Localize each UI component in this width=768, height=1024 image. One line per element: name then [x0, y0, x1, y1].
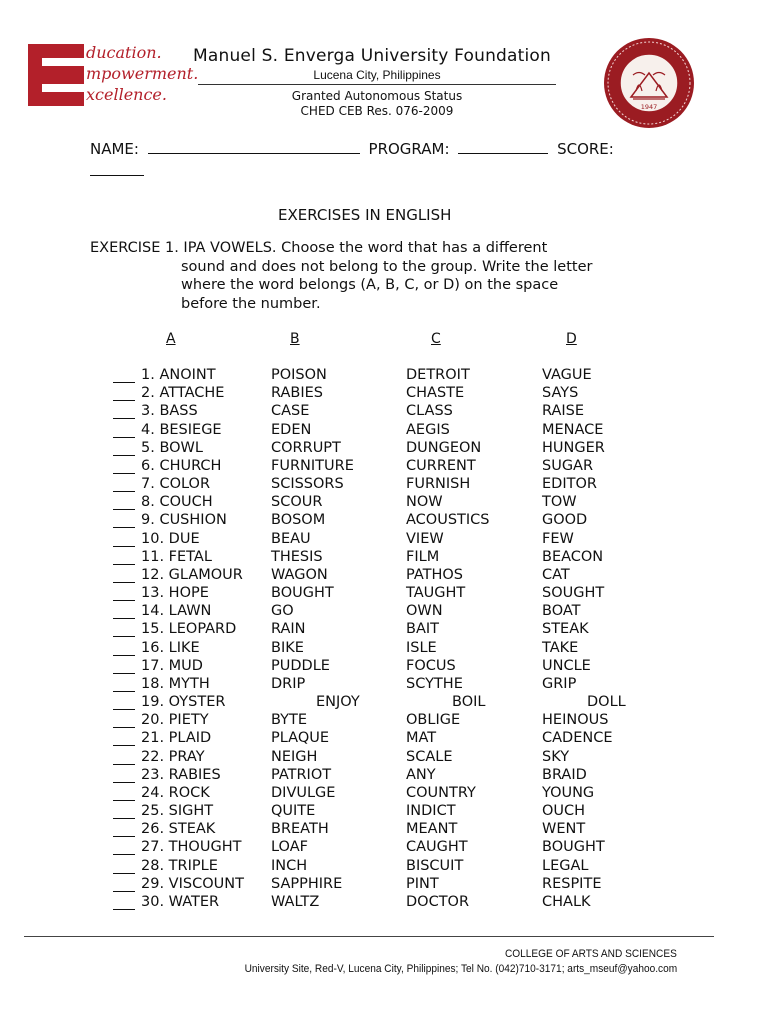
- answer-blank[interactable]: [113, 821, 135, 837]
- item-option-d: DOLL: [587, 694, 626, 711]
- item-option-d: GOOD: [542, 512, 588, 529]
- answer-blank[interactable]: [113, 767, 135, 783]
- answer-blank[interactable]: [113, 876, 135, 892]
- item-option-c: INDICT: [406, 803, 456, 820]
- logo-word-education: ducation.: [86, 43, 162, 62]
- footer-divider: [24, 936, 714, 937]
- status-line-2: CHED CEB Res. 076-2009: [300, 104, 454, 118]
- answer-blank[interactable]: [113, 549, 135, 565]
- item-option-d: BOUGHT: [542, 839, 605, 856]
- item-option-a: 6. CHURCH: [141, 457, 222, 474]
- answer-blank[interactable]: [113, 785, 135, 801]
- item-option-b: WALTZ: [271, 893, 320, 910]
- footer-address: University Site, Red-V, Lucena City, Philippines; Tel No. (042)710-3171; arts_mseuf@yahoo.com: [244, 963, 677, 975]
- item-option-c: OBLIGE: [406, 712, 461, 729]
- answer-blank[interactable]: [113, 567, 135, 583]
- answer-blank[interactable]: [113, 621, 135, 637]
- exercise-instruction-line-2: sound and does not belong to the group. Write the letter: [181, 259, 593, 275]
- answer-blank[interactable]: [113, 512, 135, 528]
- item-option-d: RESPITE: [542, 875, 602, 892]
- item-option-b: BEAU: [271, 530, 311, 547]
- answer-blank[interactable]: [113, 494, 135, 510]
- item-option-b: BIKE: [271, 639, 304, 656]
- university-logo: [28, 43, 199, 106]
- column-heading-b: B: [290, 331, 300, 347]
- item-option-d: EDITOR: [542, 476, 597, 493]
- item-option-a: 19. OYSTER: [141, 694, 226, 711]
- item-option-b: LOAF: [271, 839, 308, 856]
- item-option-d: FEW: [542, 530, 574, 547]
- item-option-d: BOAT: [542, 603, 581, 620]
- item-option-a: 28. TRIPLE: [141, 857, 218, 874]
- answer-blank[interactable]: [113, 531, 135, 547]
- item-option-c: BISCUIT: [406, 857, 464, 874]
- university-seal: [603, 37, 695, 129]
- item-option-b: PATRIOT: [271, 766, 332, 783]
- answer-blank[interactable]: [113, 440, 135, 456]
- answer-blank[interactable]: [113, 385, 135, 401]
- program-field[interactable]: [458, 139, 548, 154]
- item-option-d: TAKE: [542, 639, 579, 656]
- item-option-d: SUGAR: [542, 457, 594, 474]
- seal-year: 1947: [640, 103, 658, 111]
- item-option-d: HUNGER: [542, 439, 605, 456]
- item-option-b: RAIN: [271, 621, 306, 638]
- item-option-a: 5. BOWL: [141, 439, 203, 456]
- name-field[interactable]: [148, 139, 360, 154]
- item-option-b: FURNITURE: [271, 457, 354, 474]
- item-option-a: 17. MUD: [141, 657, 203, 674]
- item-option-b: INCH: [271, 857, 308, 874]
- score-label: SCORE:: [557, 140, 614, 158]
- item-option-b: PLAQUE: [271, 730, 330, 747]
- item-option-a: 7. COLOR: [141, 476, 211, 493]
- item-option-b: BOSOM: [271, 512, 326, 529]
- item-option-c: FILM: [406, 548, 440, 565]
- item-option-a: 24. ROCK: [141, 784, 210, 801]
- item-option-b: BYTE: [271, 712, 308, 729]
- exercise-instruction-line-1: EXERCISE 1. IPA VOWELS. Choose the word that has a different: [90, 240, 548, 256]
- item-option-a: 22. PRAY: [141, 748, 205, 765]
- item-option-d: CHALK: [542, 893, 591, 910]
- footer-college: COLLEGE OF ARTS AND SCIENCES: [505, 948, 677, 960]
- exercise-instruction-line-4: before the number.: [181, 296, 321, 312]
- item-option-a: 16. LIKE: [141, 639, 200, 656]
- item-option-a: 26. STEAK: [141, 821, 216, 838]
- item-option-c: OWN: [406, 603, 443, 620]
- item-option-c: SCYTHE: [406, 675, 463, 692]
- page-title: EXERCISES IN ENGLISH: [278, 206, 452, 224]
- item-option-d: VAGUE: [542, 367, 592, 383]
- item-option-c: CAUGHT: [406, 839, 468, 856]
- item-option-a: 27. THOUGHT: [141, 839, 242, 856]
- answer-blank[interactable]: [113, 658, 135, 674]
- item-option-c: DUNGEON: [406, 439, 482, 456]
- item-option-c: BOIL: [452, 694, 486, 711]
- item-option-d: CADENCE: [542, 730, 613, 747]
- item-option-d: MENACE: [542, 421, 604, 438]
- item-option-d: BRAID: [542, 766, 587, 783]
- item-option-c: NOW: [406, 494, 443, 511]
- item-option-a: 29. VISCOUNT: [141, 875, 244, 892]
- item-option-c: PATHOS: [406, 566, 463, 583]
- student-info-line: [90, 139, 614, 158]
- answer-blank[interactable]: [113, 640, 135, 656]
- item-option-c: CHASTE: [406, 385, 465, 402]
- answer-blank[interactable]: [113, 894, 135, 910]
- answer-blank[interactable]: [113, 803, 135, 819]
- item-option-b: RABIES: [271, 385, 323, 402]
- item-option-c: MEANT: [406, 821, 458, 838]
- item-option-b: ENJOY: [316, 694, 360, 711]
- item-option-b: THESIS: [271, 548, 323, 565]
- answer-blank[interactable]: [113, 458, 135, 474]
- item-option-d: HEINOUS: [542, 712, 609, 729]
- item-option-b: CASE: [271, 403, 310, 420]
- answer-blank[interactable]: [113, 676, 135, 692]
- answer-blank[interactable]: [113, 858, 135, 874]
- logo-word-excellence: xcellence.: [86, 85, 167, 104]
- item-option-c: ANY: [406, 766, 436, 783]
- program-label: PROGRAM:: [368, 140, 450, 158]
- item-option-b: WAGON: [271, 566, 328, 583]
- item-option-a: 3. BASS: [141, 403, 198, 420]
- item-option-b: SCISSORS: [271, 476, 344, 493]
- item-option-d: CAT: [542, 566, 570, 583]
- item-option-b: SCOUR: [271, 494, 323, 511]
- item-option-d: OUCH: [542, 803, 586, 820]
- item-option-d: LEGAL: [542, 857, 589, 874]
- item-option-c: BAIT: [406, 621, 440, 638]
- item-option-c: TAUGHT: [406, 585, 466, 602]
- item-option-d: SOUGHT: [542, 585, 605, 602]
- item-option-a: 13. HOPE: [141, 585, 209, 602]
- item-option-d: SKY: [542, 748, 570, 765]
- column-heading-d: D: [566, 331, 577, 347]
- item-option-a: 8. COUCH: [141, 494, 213, 511]
- exercise-instruction-line-3: where the word belongs (A, B, C, or D) on the space: [181, 277, 559, 293]
- item-option-d: RAISE: [542, 403, 585, 420]
- item-option-d: TOW: [542, 494, 577, 511]
- item-option-b: BOUGHT: [271, 585, 334, 602]
- item-option-b: POISON: [271, 367, 327, 383]
- item-option-a: 2. ATTACHE: [141, 385, 225, 402]
- item-option-c: ISLE: [406, 639, 437, 656]
- answer-blank[interactable]: [113, 694, 135, 710]
- item-option-c: CURRENT: [406, 457, 476, 474]
- item-option-d: UNCLE: [542, 657, 591, 674]
- item-option-c: CLASS: [406, 403, 453, 420]
- item-option-c: FOCUS: [406, 657, 456, 674]
- item-option-a: 25. SIGHT: [141, 803, 214, 820]
- item-option-a: 14. LAWN: [141, 603, 212, 620]
- item-option-b: EDEN: [271, 421, 312, 438]
- answer-blank[interactable]: [113, 367, 135, 383]
- item-option-a: 20. PIETY: [141, 712, 209, 729]
- university-city: Lucena City, Philippines: [313, 68, 441, 82]
- item-option-c: SCALE: [406, 748, 453, 765]
- answer-blank[interactable]: [113, 422, 135, 438]
- item-option-c: VIEW: [406, 530, 444, 547]
- item-option-b: DRIP: [271, 675, 306, 692]
- item-option-d: WENT: [542, 821, 586, 838]
- answer-blank[interactable]: [113, 712, 135, 728]
- item-option-c: AEGIS: [406, 421, 450, 438]
- answer-blank[interactable]: [113, 839, 135, 855]
- item-option-d: BEACON: [542, 548, 604, 565]
- university-name: Manuel S. Enverga University Foundation: [193, 46, 552, 66]
- item-option-b: CORRUPT: [271, 439, 341, 456]
- answer-blank[interactable]: [113, 749, 135, 765]
- item-option-c: DETROIT: [406, 367, 470, 383]
- column-heading-c: C: [431, 331, 441, 347]
- status-line-1: Granted Autonomous Status: [291, 89, 463, 103]
- item-option-c: MAT: [406, 730, 437, 747]
- answer-blank[interactable]: [113, 476, 135, 492]
- item-option-a: 12. GLAMOUR: [141, 566, 243, 583]
- header-divider: [198, 84, 556, 85]
- item-option-c: FURNISH: [406, 476, 471, 493]
- item-option-d: SAYS: [542, 385, 579, 402]
- item-option-c: ACOUSTICS: [406, 512, 490, 529]
- item-option-b: DIVULGE: [271, 784, 336, 801]
- answer-blank[interactable]: [113, 585, 135, 601]
- item-option-c: PINT: [406, 875, 439, 892]
- item-option-a: 1. ANOINT: [141, 367, 216, 383]
- item-option-a: 30. WATER: [141, 893, 220, 910]
- item-option-a: 21. PLAID: [141, 730, 212, 747]
- item-option-d: STEAK: [542, 621, 589, 638]
- item-option-a: 11. FETAL: [141, 548, 212, 565]
- answer-blank[interactable]: [113, 403, 135, 419]
- item-option-c: COUNTRY: [406, 784, 476, 801]
- item-option-b: BREATH: [271, 821, 329, 838]
- item-option-d: GRIP: [542, 675, 577, 692]
- name-label: NAME:: [90, 140, 139, 158]
- answer-blank[interactable]: [113, 603, 135, 619]
- item-option-c: DOCTOR: [406, 893, 470, 910]
- item-option-b: PUDDLE: [271, 657, 330, 674]
- item-option-b: GO: [271, 603, 294, 620]
- item-option-a: 10. DUE: [141, 530, 200, 547]
- item-option-a: 15. LEOPARD: [141, 621, 237, 638]
- item-option-b: NEIGH: [271, 748, 318, 765]
- item-option-b: QUITE: [271, 803, 316, 820]
- logo-word-empowerment: mpowerment.: [86, 64, 199, 83]
- answer-blank[interactable]: [113, 730, 135, 746]
- column-heading-a: A: [166, 331, 176, 347]
- item-option-a: 9. CUSHION: [141, 512, 227, 529]
- item-option-a: 23. RABIES: [141, 766, 221, 783]
- item-option-a: 4. BESIEGE: [141, 421, 222, 438]
- item-option-b: SAPPHIRE: [271, 875, 343, 892]
- score-field[interactable]: [90, 160, 144, 176]
- item-option-d: YOUNG: [542, 784, 595, 801]
- item-option-a: 18. MYTH: [141, 675, 210, 692]
- logo-e-mark: [28, 44, 86, 106]
